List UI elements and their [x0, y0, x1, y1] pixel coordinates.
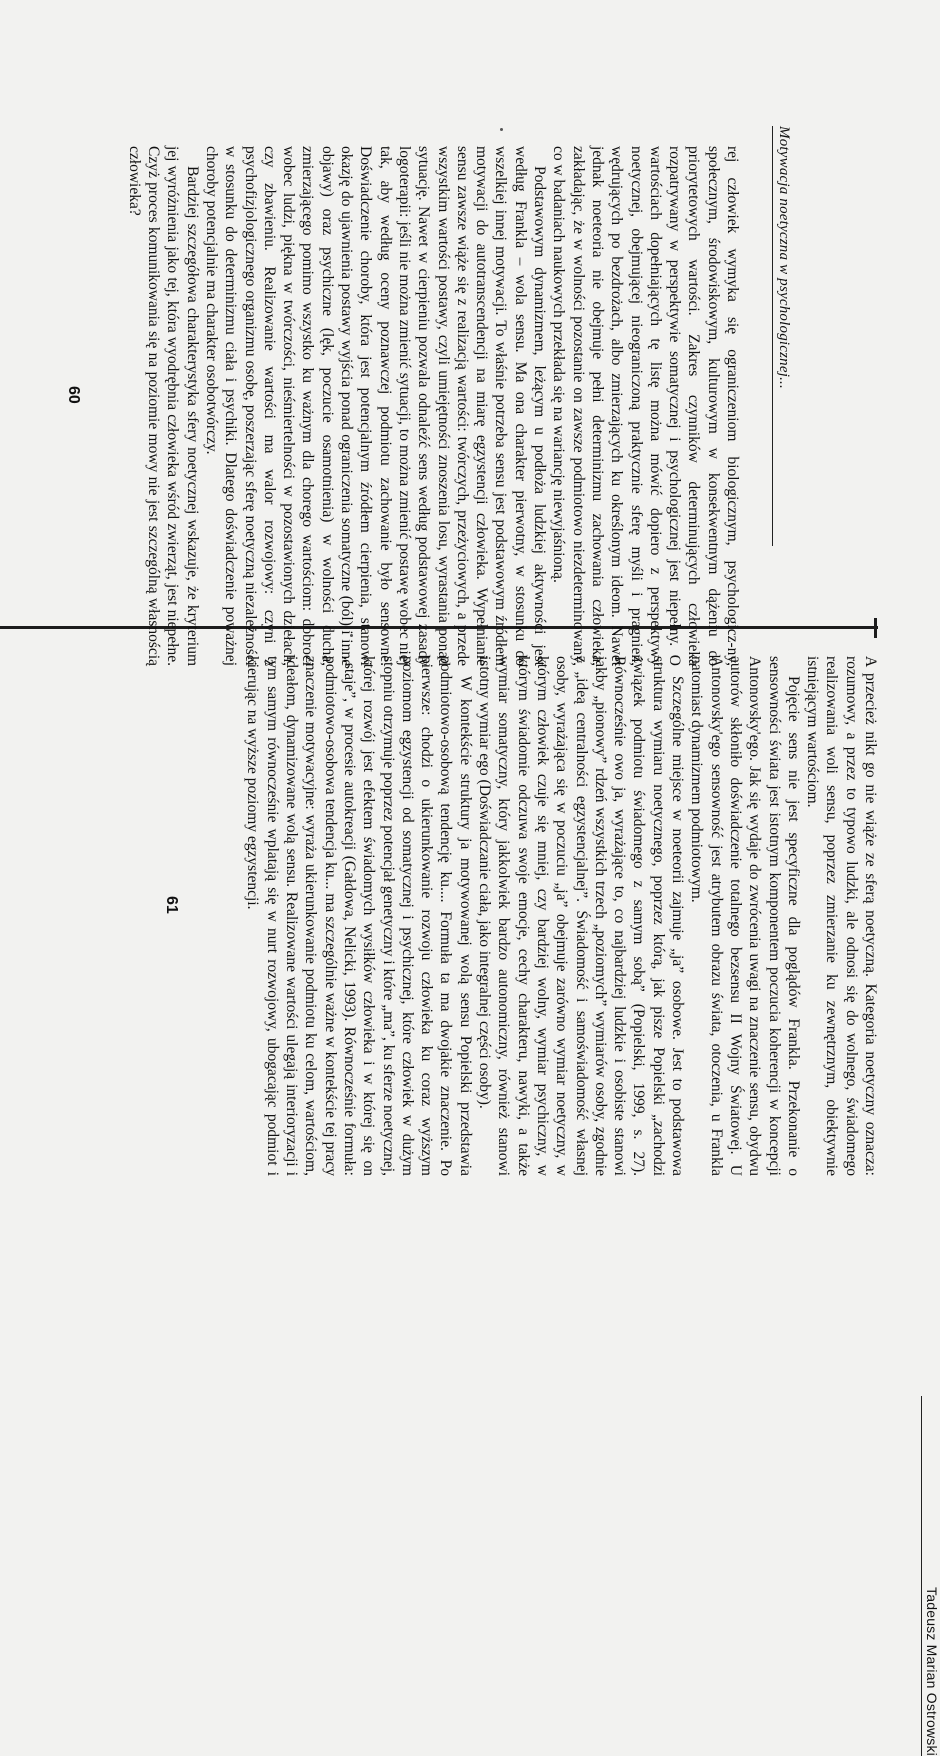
running-head: Tadeusz Marian Ostrowski — [921, 1396, 940, 1756]
binding-mark — [874, 618, 877, 638]
page-right — [65, 656, 940, 1756]
paragraph: Bardziej szczegółowa charakterystyka sfery noetycznej wskazuje, że kryterium jej wyróżnienia jako tej, która wyodrębnia człowieka wśród zwierząt, jest niepełne. Czyż proces komunikowania się na poziomie mowy nie jest szczególną własnością człowieka? — [125, 146, 201, 666]
body-text — [243, 656, 880, 1176]
paragraph: Podstawowym dynamizmem, leżącym u podłoża ludzkiej aktywności jest według Frankla – wola sensu. Ma ona charakter pierwotny, w stosunku do wszelkiej innej motywacji. To właśnie potrzeba sensu jest podstawowym źródłem motywacji do autotranscendencji na miarę egzystencji człowieka. Wypełnianie sensu zawsze wiąże się z realizacją wartości: twórczych, przeżyciowych, a przede wszystkim wartości postawy, czyli umiejętności znoszenia losu, wyrastania ponad sytuację. Nawet w cierpieniu pozwala odnaleźć sens według podstawowej zasady logoterapii: jeśli nie można zmienić sytuacji, to można zmienić postawę wobec niej tak, aby według oceny poznawczej podmiotu zachowanie było sensowne. Doświadczenie choroby, która jest potencjalnym źródłem cierpienia, stanowi okazję do ujawnienia postawy wyjścia ponad ograniczenia somatyczne (ból) i inne objawy) oraz psychiczne (lęk, poczucie osamotnienia) w wolności ducha, zmierzającego pomimo wszystko ku ważnym dla chorego wartościom: dobroci wobec ludzi, piękna w twórczości, nieśmiertelności w pozostawionych dziełach, czy zbawieniu. Realizowanie wartości ma walor rozwojowy: czyni z psychofizjologicznego organizmu osobę, poszerzając sferę noetyczną niezależności w stosunku do determinizmu ciała i psychiki. Dlatego doświadczenie poważnej choroby potencjalnie ma charakter osobotwórczy. — [202, 146, 549, 666]
paragraph: W kontekście struktury ja motywowanej wolą sensu Popielski przedstawia podmiotowo-osobową tendencję ku.... Formuła ta ma dwojakie znaczenie. Po pierwsze: chodzi o ukierunkowanie rozwoju człowieka ku coraz wyższym poziomom egzystencji od somatycznej i psychicznej, które człowiek w dużym stopniu otrzymuje poprzez potencjał genetyczny i które „ma”, ku sferze noetycznej, której rozwój jest efektem świadomych wysiłków człowieka i w której się on „staje”, w procesie autokreacji (Gałdowa, Nelicki, 1993). Równocześnie formuła: podmiotowo-osobowa tendencja ku... ma szczególnie ważne w kontekście tej pracy znaczenie motywacyjne: wyraża ukierunkowanie podmiotu ku celom, wartościom, ideałom, dynamizowane wolą sensu. Realizowane wartości ulegają interioryzacji i tym samym równocześnie wplatają się w nurt rozwojowy, ubogacając podmiot i kierując na wyższe poziomy egzystencji. — [244, 656, 474, 1176]
paragraph: Pojęcie sens nie jest specyficzne dla poglądów Frankla. Przekonanie o sensowności świata jest istotnym komponentem poczucia koherencji w koncepcji Antonovsky'ego. Jak się wydaje do zwrócenia uwagi na znaczenie sensu, obydwu autorów skłoniło doświadczenie totalnego bezsensu II Wojny Światowej. U Antonovsky'ego sensowność jest atrybutem obrazu świata, otoczenia, u Frankla natomiast dynamizmem podmiotowym. — [688, 656, 802, 1176]
paragraph: rej człowiek wymyka się ograniczeniom biologicznym, psychologicz-ny, społecznym, środowiskowym, kulturowym w konsekwentnym dążeniu do priorytetowych wartości. Zakres czynników determinujących człowieka rozpatrywany w perspektywie somatycznej i psychologicznej jest niepełny. O wartościach dopełniających tę listę można mówić dopiero z perspektywy noetycznej, obejmującej nieograniczoną praktycznie sferę myśli i pragnień, wędrujących po bezdrożach, albo zmierzających ku określonym ideom. Nawet jednak noeteoria nie obejmuje pełni determinizmu zachowania człowieka, zakładając, że w wolności pozostanie on zawsze podmiotowo niezdeterminowany, co w badaniach naukowych przekłada się na wariancję niewyjaśnioną. — [550, 146, 741, 666]
paragraph: Szczególne miejsce w noeteorii zajmuje „ja” osobowe. Jest to podstawowa struktura wymiaru noetycznego, poprzez którą, jak pisze Popielski „zachodzi związek podmiotu świadomego z samym sobą” (Popielski, 1999, s. 27). Równocześnie owo ja, wyrażające to, co najbardziej ludzkie i osobiste stanowi jakby „pionowy” rdzeń wszystkich trzech „poziomych” wymiarów osoby, zgodnie z „ideą centralności egzystencjalnej”. Świadomość i samoświadomość własnej osoby, wyrażająca się w poczuciu „ja” obejmuje zarówno wymiar noetyczny, w którym człowiek czuje się mniej, czy bardziej wolny, wymiar psychiczny, w którym świadomie odczuwa swoje emocje, cechy charakteru, nawyki, a także wymiar somatyczny, który jakkolwiek bardzo autonomiczny, również stanowi istotny wymiar ego (Doświadczanie ciała, jako integralnej części osoby). — [476, 656, 687, 1176]
paragraph: A przecież nikt go nie wiąże ze sferą noetyczną. Kategoria noetyczny oznacza: rozumowy, a przez to typowo ludzki, ale odnosi się do wolnego, świadomego realizowania woli sensu, poprzez zmierzanie ku zewnętrznym, obiektywnie istniejącym wartościom. — [804, 656, 879, 1176]
page-number: 61 — [163, 896, 180, 914]
scan-speck — [500, 128, 503, 131]
running-head: Motywacja noetyczna w psychologicznej... — [772, 126, 792, 546]
body-text — [125, 146, 743, 666]
page-number: 60 — [65, 386, 82, 404]
